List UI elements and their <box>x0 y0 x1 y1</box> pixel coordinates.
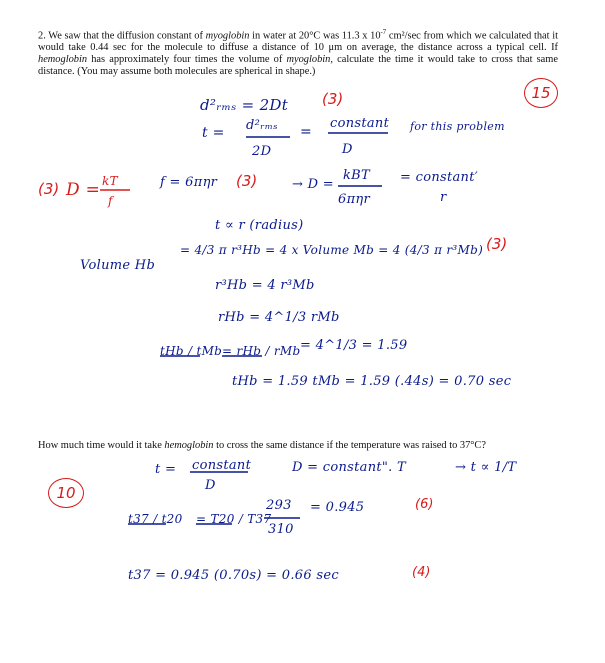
problem-text: 2. We saw that the diffusion constant of myoglobin in water at 20°C was 11.3 x $10^{-7}$ cm²/sec from which we calculated that it would take 0.44 sec for the molecule to diffuse a distance of 10 μm on average, the distance across a typical cell. If hemoglobin has approximately four times the volume of myoglobin, calculate the time it would take to cross that same distance. (You may assume both molecules are spherical in shape.) <box>38 29 558 78</box>
eq-t37-den: 310 <box>268 522 294 537</box>
eq-r: rHb = 4^1/3 rMb <box>218 310 340 325</box>
mark-a: (3) <box>322 90 344 108</box>
eq-t-const-den: D <box>205 478 216 493</box>
mark-b: (3) <box>38 180 60 198</box>
eq-const-prime: = constant′ <box>400 170 478 185</box>
eq-kbt-den: 6πηr <box>338 192 371 207</box>
question-text: How much time would it take hemoglobin to cross the same distance if the temperature was raised to 37°C? <box>38 440 486 451</box>
eq-t-eq: = <box>300 124 313 140</box>
eq-t37-mid: = T20 / T37 <box>196 512 272 526</box>
eq-ratio-mid: = rHb / rMb <box>222 344 301 358</box>
eq-const-den: D <box>342 142 353 157</box>
mark-f: (4) <box>412 565 431 580</box>
mark-c: (3) <box>236 172 258 190</box>
eq-tHb: tHb = 1.59 tMb = 1.59 (.44s) = 0.70 sec <box>232 374 512 389</box>
eq-const: constant <box>330 116 390 131</box>
eq-ratio-lhs: tHb / tMb <box>160 344 223 358</box>
eq-t37-num: 293 <box>266 498 292 513</box>
eq-r3: r³Hb = 4 r³Mb <box>215 278 315 293</box>
problem-number: 2. <box>38 30 46 42</box>
eq-t37-res: = 0.945 <box>310 500 365 515</box>
eq-drms: d²ᵣₘₛ = 2Dt <box>200 96 289 114</box>
eq-D-T: D = constant". T <box>292 460 407 475</box>
eq-D-den: f <box>108 194 113 208</box>
eq-kbt-num: kBT <box>343 168 371 183</box>
eq-ratio-rhs: = 4^1/3 = 1.59 <box>300 338 408 353</box>
eq-t37-final: t37 = 0.945 (0.70s) = 0.66 sec <box>128 568 339 583</box>
eq-vol: = 4/3 π r³Hb = 4 x Volume Mb = 4 (4/3 π r³Mb) <box>180 243 484 257</box>
eq-t-den: 2D <box>252 144 272 159</box>
score-part2: 10 <box>48 478 84 508</box>
eq-t: t = <box>202 125 225 141</box>
mark-d: (3) <box>486 235 508 253</box>
mark-e: (6) <box>415 497 434 512</box>
eq-t-num: d²ᵣₘₛ <box>246 118 278 133</box>
eq-D: D = <box>66 180 101 200</box>
eq-t-const-num: constant <box>192 458 252 473</box>
eq-f: f = 6πηr <box>160 175 218 190</box>
eq-note: for this problem <box>410 120 505 133</box>
eq-arrow-D: → D = <box>292 177 334 192</box>
score-part1: 15 <box>524 78 558 108</box>
eq-t37-lhs: t37 / t20 <box>128 512 183 526</box>
eq-const-prime-den: r <box>440 190 447 205</box>
eq-t-inv-T: → t ∝ 1/T <box>455 460 517 475</box>
eq-prop-r: t ∝ r (radius) <box>215 218 304 233</box>
eq-D-num: kT <box>102 174 118 188</box>
eq-t-const: t = <box>155 462 177 477</box>
eq-vol-label: Volume Hb <box>80 258 156 273</box>
